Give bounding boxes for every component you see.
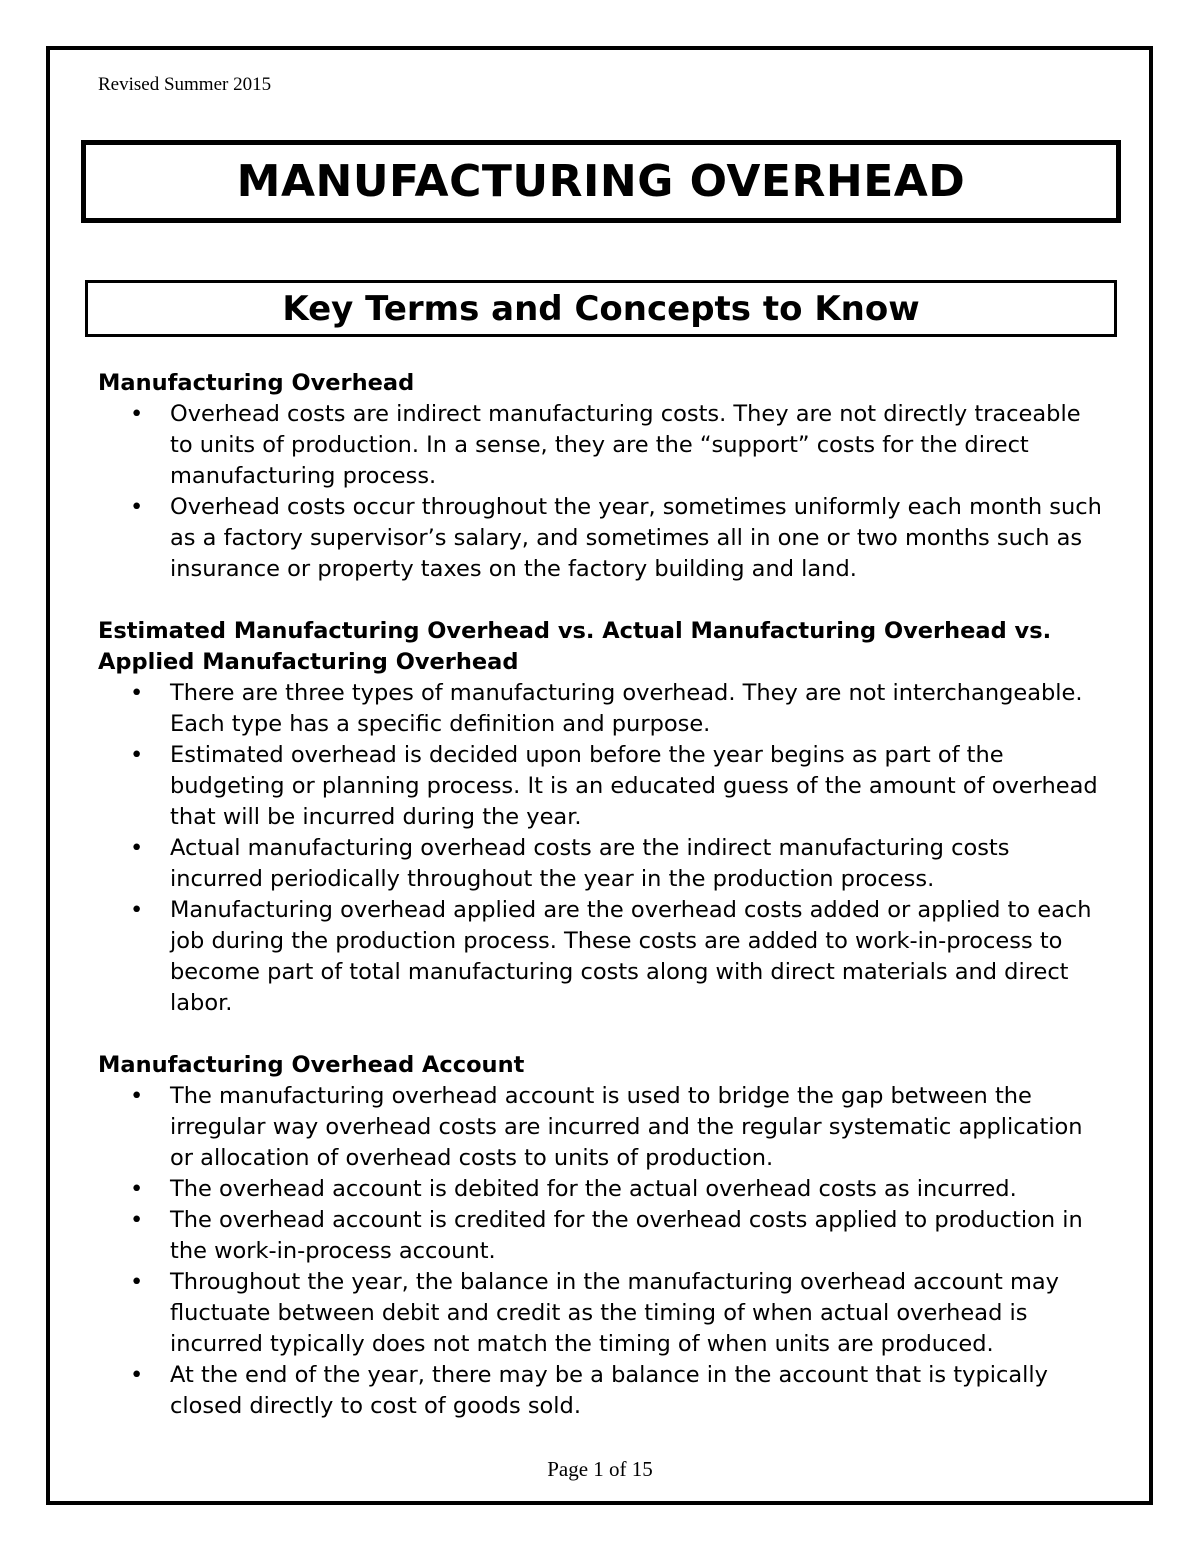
list-item: • Estimated overhead is decided upon before the year begins as part of the budgeting or planning process. It is an educated guess of the amount of overhead that will be incurred during the year. <box>98 740 1108 833</box>
list-item: • Overhead costs occur throughout the year, sometimes uniformly each month such as a factory supervisor’s salary, and sometimes all in one or two months such as insurance or property taxes on the factory building and land. <box>98 492 1108 585</box>
bullet-list <box>98 678 1108 1019</box>
document-body <box>98 368 1108 1453</box>
page-title: MANUFACTURING OVERHEAD <box>81 140 1121 223</box>
section-heading: Manufacturing Overhead <box>98 370 415 396</box>
bullet-list <box>98 399 1108 585</box>
list-item: • The overhead account is debited for the actual overhead costs as incurred. <box>98 1174 1108 1205</box>
section-estimated-actual-applied <box>98 616 1108 1019</box>
list-item: • The overhead account is credited for the overhead costs applied to production in the work-in-process account. <box>98 1205 1108 1267</box>
revised-date: Revised Summer 2015 <box>98 74 272 95</box>
page-number: Page 1 of 15 <box>547 1457 653 1481</box>
bullet-list <box>98 1081 1108 1422</box>
section-overhead-account <box>98 1050 1108 1422</box>
list-item: • At the end of the year, there may be a balance in the account that is typically closed directly to cost of goods sold. <box>98 1360 1108 1422</box>
section-manufacturing-overhead <box>98 368 1108 585</box>
list-item: • Actual manufacturing overhead costs are the indirect manufacturing costs incurred periodically throughout the year in the production process. <box>98 833 1108 895</box>
list-item: • Overhead costs are indirect manufacturing costs. They are not directly traceable to units of production. In a sense, they are the “support” costs for the direct manufacturing process. <box>98 399 1108 492</box>
section-heading: Estimated Manufacturing Overhead vs. Actual Manufacturing Overhead vs. Applied Manufacturing Overhead <box>98 618 1052 675</box>
list-item: • There are three types of manufacturing overhead. They are not interchangeable. Each type has a specific definition and purpose. <box>98 678 1108 740</box>
list-item: • Manufacturing overhead applied are the overhead costs added or applied to each job during the production process. These costs are added to work-in-process to become part of total manufacturing costs along with direct materials and direct labor. <box>98 895 1108 1019</box>
section-banner: Key Terms and Concepts to Know <box>85 280 1117 337</box>
section-heading: Manufacturing Overhead Account <box>98 1052 525 1078</box>
list-item: • Throughout the year, the balance in the manufacturing overhead account may fluctuate between debit and credit as the timing of when actual overhead is incurred typically does not match the timing of when units are produced. <box>98 1267 1108 1360</box>
list-item: • The manufacturing overhead account is used to bridge the gap between the irregular way overhead costs are incurred and the regular systematic application or allocation of overhead costs to units of production. <box>98 1081 1108 1174</box>
